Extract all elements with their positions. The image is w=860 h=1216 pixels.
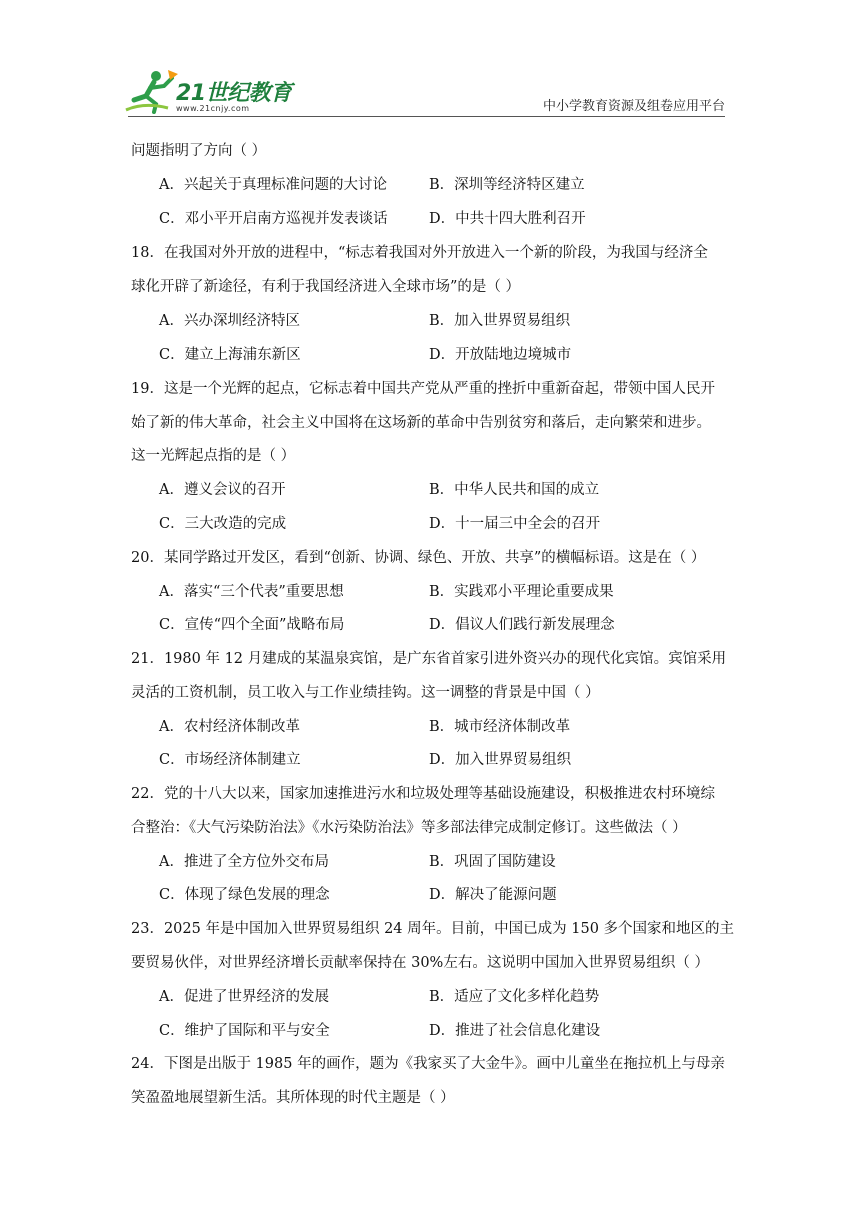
q21-option-c: C．市场经济体制建立 [159,752,301,768]
q22-option-c: C．体现了绿色发展的理念 [159,887,330,903]
q23-stem-line2: 要贸易伙伴，对世界经济增长贡献率保持在 30%左右。这说明中国加入世界贸易组织（ ） [131,955,709,971]
q22-option-d: D．解决了能源问题 [429,887,557,903]
q22-stem-line1: 22．党的十八大以来，国家加速推进污水和垃圾处理等基础设施建设，积极推进农村环境综 [131,786,715,802]
q17-option-d: D．中共十四大胜利召开 [429,211,586,227]
q19-stem-line2: 始了新的伟大革命，社会主义中国将在这场新的革命中告别贫穷和落后，走向繁荣和进步。 [131,415,711,431]
q20-option-c: C．宣传“四个全面”战略布局 [159,617,345,633]
q17-option-b: B．深圳等经济特区建立 [429,177,585,193]
q18-stem-line1: 18．在我国对外开放的进程中，“标志着我国对外开放进入一个新的阶段，为我国与经济全 [131,245,708,261]
q21-stem-line1: 21．1980 年 12 月建成的某温泉宾馆，是广东省首家引进外资兴办的现代化宾馆。宾馆采用 [131,651,727,667]
q22-stem-line2: 合整治：《大气污染防治法》《水污染防治法》等多部法律完成制定修订。这些做法（ ） [131,820,687,836]
q19-option-a: A．遵义会议的召开 [159,482,286,498]
platform-name: 中小学教育资源及组卷应用平台 [542,99,725,114]
q20-stem: 20．某同学路过开发区，看到“创新、协调、绿色、开放、共享”的横幅标语。这是在（ ） [131,550,706,566]
q19-option-b: B．中华人民共和国的成立 [429,482,600,498]
q24-stem-line1: 24．下图是出版于 1985 年的画作，题为《我家买了大金牛》。画中儿童坐在拖拉机上与母亲 [131,1056,725,1072]
q17-option-c: C．邓小平开启南方巡视并发表谈话 [159,211,388,227]
q21-option-d: D．加入世界贸易组织 [429,752,572,768]
q17-stem: 问题指明了方向（ ） [131,143,267,159]
q18-option-c: C．建立上海浦东新区 [159,347,301,363]
q20-option-d: D．倡议人们践行新发展理念 [429,617,615,633]
q21-option-b: B．城市经济体制改革 [429,719,571,735]
q18-stem-line2: 球化开辟了新途径，有利于我国经济进入全球市场”的是（ ） [131,279,521,295]
q23-option-a: A．促进了世界经济的发展 [159,989,329,1005]
q23-option-d: D．推进了社会信息化建设 [429,1023,601,1039]
q20-option-b: B．实践邓小平理论重要成果 [429,584,614,600]
q21-stem-line2: 灵活的工资机制，员工收入与工作业绩挂钩。这一调整的背景是中国（ ） [131,685,600,701]
q23-option-b: B．适应了文化多样化趋势 [429,989,600,1005]
logo [124,68,294,120]
q17-option-a: A．兴起关于真理标准问题的大讨论 [159,177,387,193]
logo-url: www.21cnjy.com [176,104,250,113]
q24-stem-line2: 笑盈盈地展望新生活。其所体现的时代主题是（ ） [131,1090,455,1106]
q22-option-b: B．巩固了国防建设 [429,854,556,870]
header-divider [128,116,725,117]
q23-stem-line1: 23．2025 年是中国加入世界贸易组织 24 周年。目前，中国已成为 150 多个国家和地区的主 [131,921,735,937]
q23-option-c: C．维护了国际和平与安全 [159,1023,330,1039]
q18-option-d: D．开放陆地边境城市 [429,347,572,363]
q19-option-d: D．十一届三中全会的召开 [429,516,601,532]
q21-option-a: A．农村经济体制改革 [159,719,300,735]
q22-option-a: A．推进了全方位外交布局 [159,854,329,870]
q19-stem-line1: 19．这是一个光辉的起点，它标志着中国共产党从严重的挫折中重新奋起，带领中国人民开 [131,381,715,397]
page-header [0,0,860,120]
q19-stem-line3: 这一光辉起点指的是（ ） [131,448,296,464]
runner-icon [124,68,180,114]
q18-option-a: A．兴办深圳经济特区 [159,313,300,329]
q18-option-b: B．加入世界贸易组织 [429,313,571,329]
logo-text: 21世纪教育 [176,81,292,106]
q20-option-a: A．落实“三个代表”重要思想 [159,584,344,600]
q19-option-c: C．三大改造的完成 [159,516,287,532]
